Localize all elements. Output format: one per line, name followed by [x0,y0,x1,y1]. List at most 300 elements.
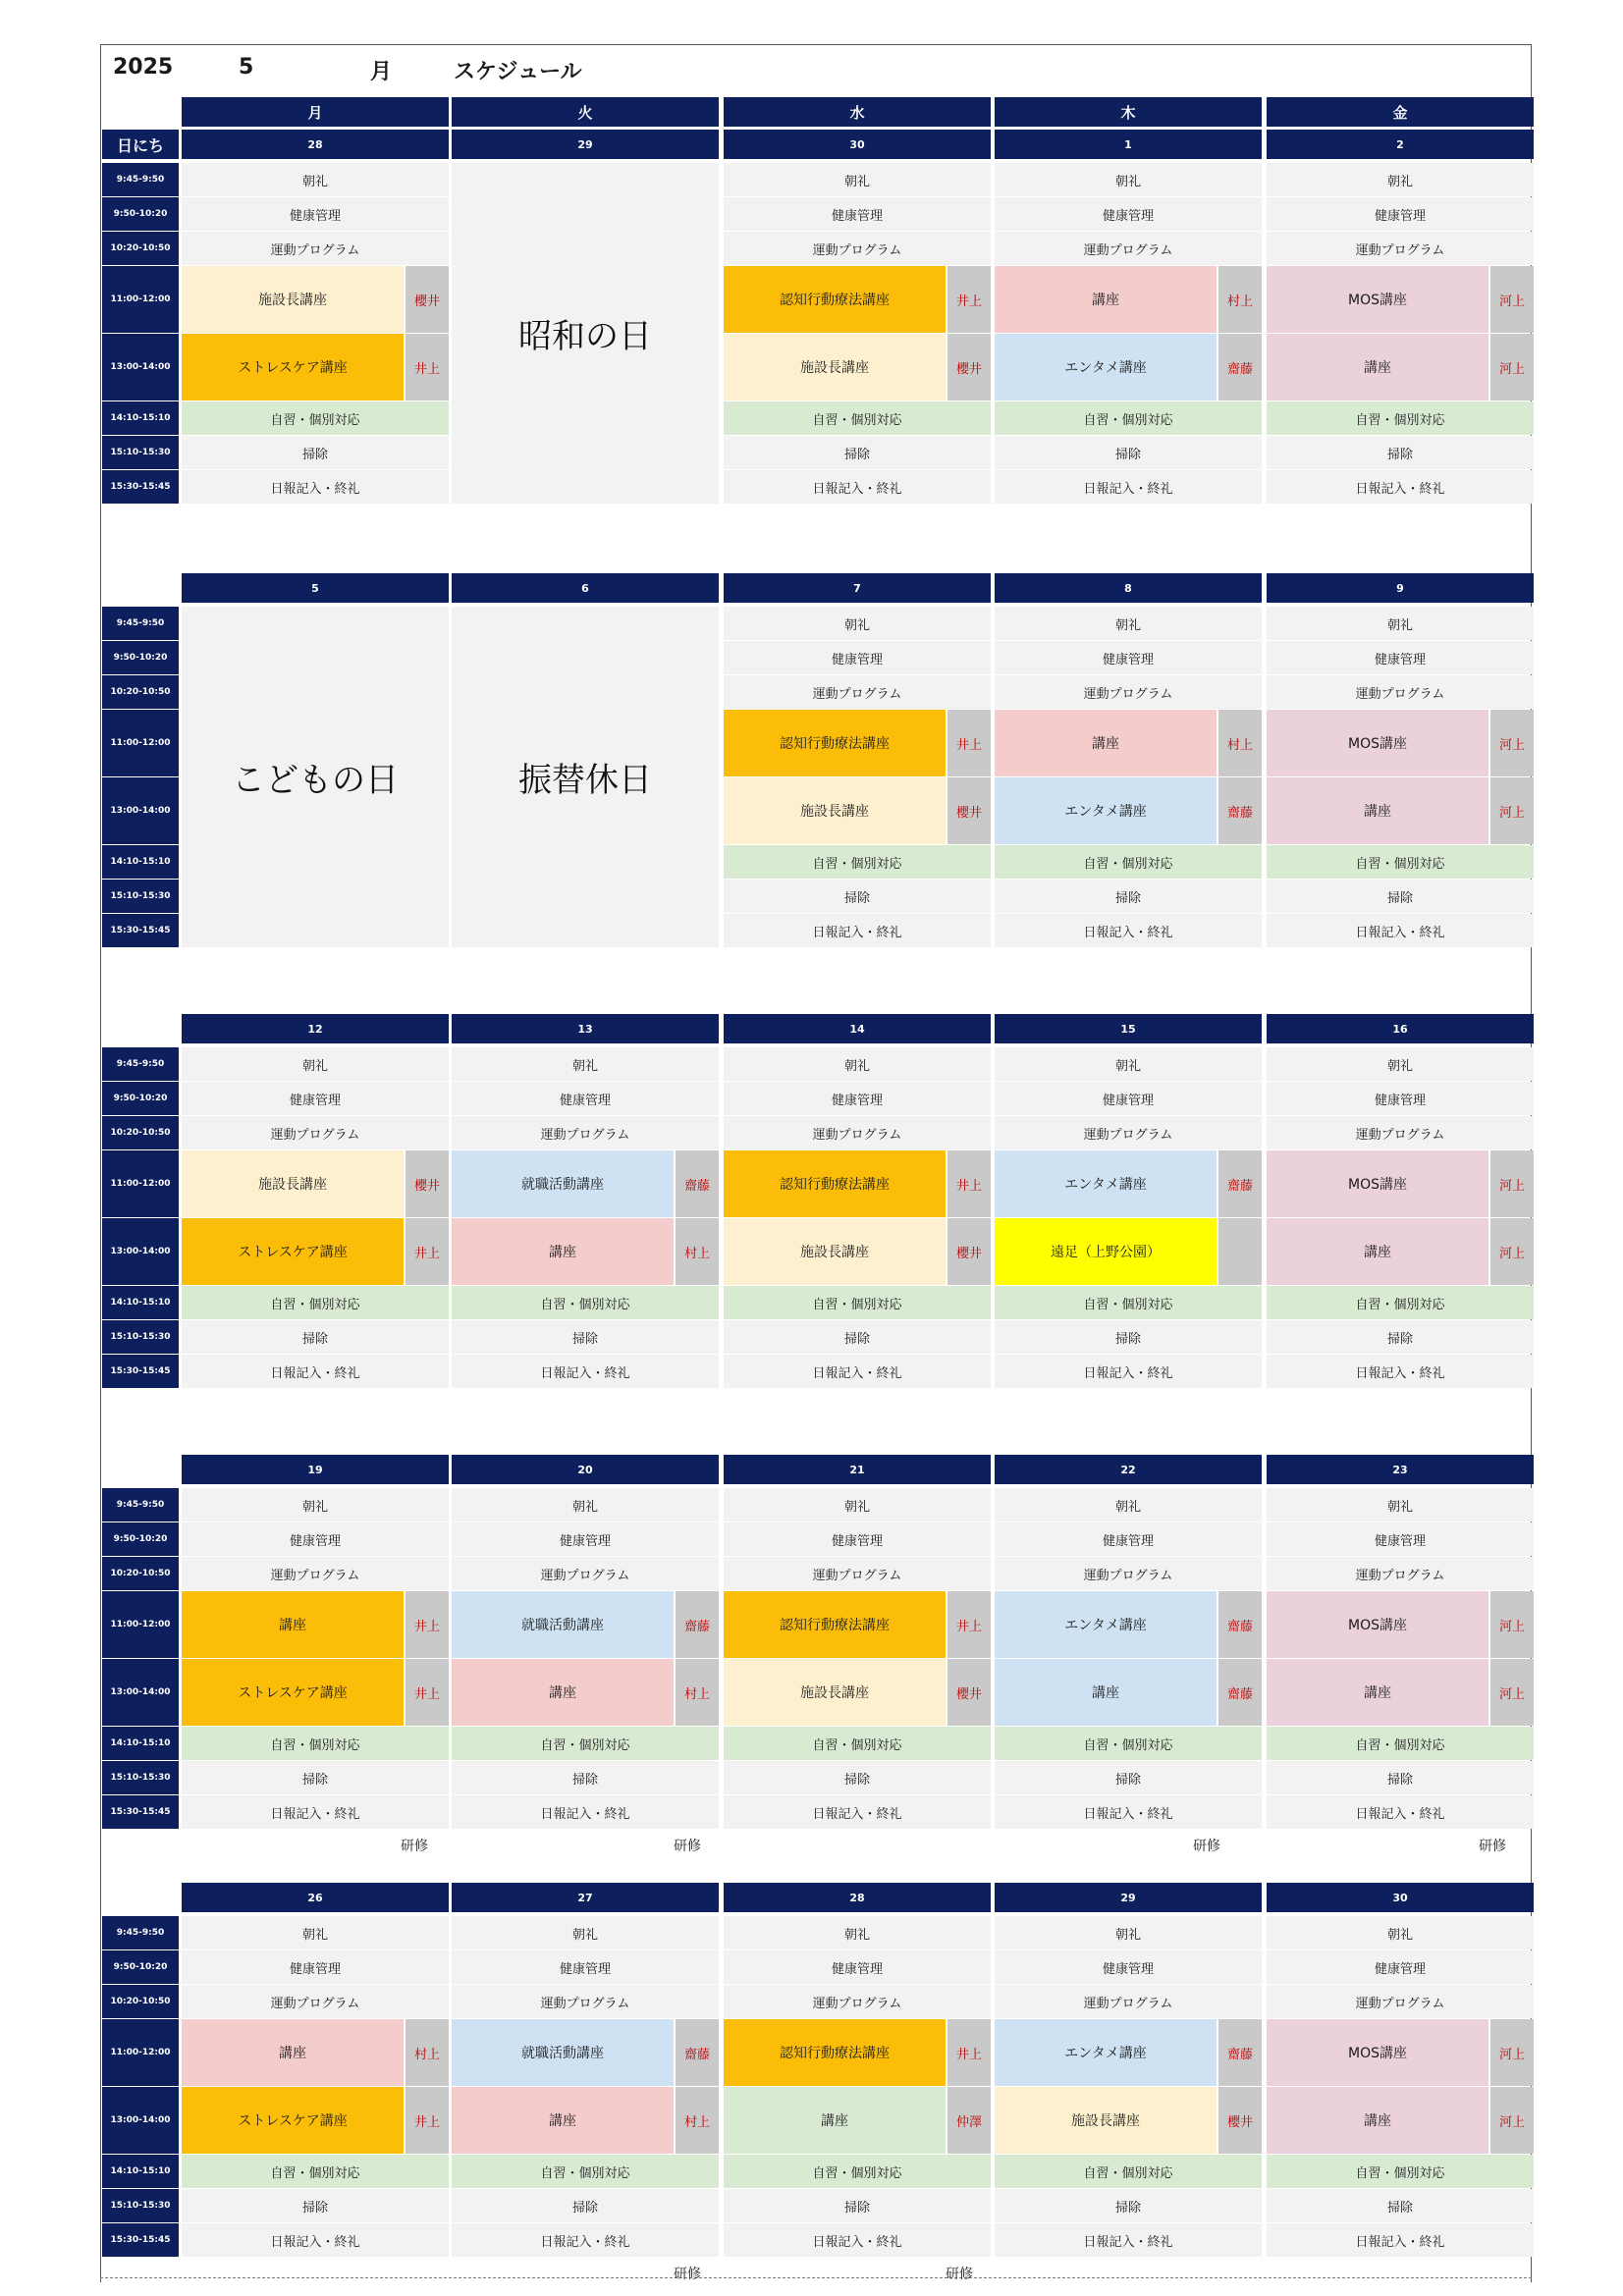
lecture-cell: エンタメ講座 [995,777,1217,844]
time-slot: 11:00-12:00 [102,1591,179,1658]
teacher-cell: 齋藤 [676,2019,719,2086]
activity-health: 健康管理 [724,641,991,674]
time-slot: 13:00-14:00 [102,1659,179,1726]
activity-morning: 朝礼 [995,163,1262,196]
activity-exercise: 運動プログラム [452,1557,719,1590]
lecture-cell: 就職活動講座 [452,2019,674,2086]
teacher-cell: 村上 [1218,266,1262,333]
lecture-cell: エンタメ講座 [995,1591,1217,1658]
date-cell: 21 [724,1455,991,1484]
teacher-cell: 河上 [1490,1150,1534,1217]
date-cell: 13 [452,1014,719,1043]
activity-closing: 日報記入・終礼 [182,1355,449,1388]
header-month-unit: 月 [370,60,393,84]
date-cell: 23 [1267,1455,1534,1484]
lecture-cell: 就職活動講座 [452,1150,674,1217]
teacher-cell: 河上 [1490,266,1534,333]
lecture-cell: 施設長講座 [724,1218,946,1285]
teacher-cell: 井上 [947,266,991,333]
training-note: 研修 [1479,1839,1506,1854]
activity-morning: 朝礼 [995,1047,1262,1081]
activity-health: 健康管理 [1267,1522,1534,1556]
time-slot: 15:30-15:45 [102,470,179,504]
teacher-cell: 櫻井 [947,334,991,400]
activity-exercise: 運動プログラム [182,1116,449,1149]
time-slot: 15:10-15:30 [102,1761,179,1794]
lecture-cell: 施設長講座 [995,2087,1217,2154]
teacher-cell: 齋藤 [676,1150,719,1217]
lecture-cell: ストレスケア講座 [182,1659,404,1726]
lecture-cell: MOS講座 [1267,1591,1488,1658]
lecture-cell: ストレスケア講座 [182,2087,404,2154]
activity-clean: 掃除 [1267,880,1534,913]
teacher-cell: 齋藤 [1218,1150,1262,1217]
date-cell: 9 [1267,573,1534,603]
activity-health: 健康管理 [182,1082,449,1115]
activity-health: 健康管理 [182,1950,449,1984]
date-cell: 15 [995,1014,1262,1043]
time-slot: 11:00-12:00 [102,266,179,333]
activity-exercise: 運動プログラム [995,1985,1262,2018]
lecture-cell: 就職活動講座 [452,1591,674,1658]
time-slot: 14:10-15:10 [102,2155,179,2188]
time-slot: 10:20-10:50 [102,1557,179,1590]
time-slot: 9:50-10:20 [102,197,179,231]
teacher-cell [1218,1218,1262,1285]
time-slot: 15:10-15:30 [102,1320,179,1354]
activity-self: 自習・個別対応 [995,845,1262,879]
time-slot: 10:20-10:50 [102,675,179,709]
header-year: 2025 [113,55,174,80]
lecture-cell: 施設長講座 [724,334,946,400]
date-cell: 12 [182,1014,449,1043]
activity-morning: 朝礼 [182,1916,449,1949]
activity-clean: 掃除 [452,1761,719,1794]
date-cell: 26 [182,1883,449,1912]
activity-morning: 朝礼 [1267,1047,1534,1081]
activity-clean: 掃除 [182,1320,449,1354]
teacher-cell: 井上 [947,2019,991,2086]
activity-self: 自習・個別対応 [1267,845,1534,879]
teacher-cell: 河上 [1490,1659,1534,1726]
activity-health: 健康管理 [724,1950,991,1984]
time-slot: 13:00-14:00 [102,334,179,400]
activity-health: 健康管理 [1267,1082,1534,1115]
activity-closing: 日報記入・終礼 [995,2223,1262,2257]
activity-health: 健康管理 [452,1522,719,1556]
lecture-cell: 講座 [995,266,1217,333]
activity-health: 健康管理 [1267,197,1534,231]
activity-health: 健康管理 [1267,641,1534,674]
teacher-cell: 河上 [1490,777,1534,844]
activity-closing: 日報記入・終礼 [1267,2223,1534,2257]
activity-self: 自習・個別対応 [452,1286,719,1319]
date-cell: 22 [995,1455,1262,1484]
teacher-cell: 井上 [406,2087,449,2154]
teacher-cell: 井上 [406,1659,449,1726]
time-slot: 9:50-10:20 [102,1082,179,1115]
teacher-cell: 櫻井 [947,1659,991,1726]
activity-exercise: 運動プログラム [724,232,991,265]
teacher-cell: 櫻井 [947,777,991,844]
time-slot: 10:20-10:50 [102,232,179,265]
activity-clean: 掃除 [995,436,1262,469]
activity-morning: 朝礼 [182,163,449,196]
activity-health: 健康管理 [452,1950,719,1984]
training-note: 研修 [674,2267,701,2282]
lecture-cell: MOS講座 [1267,1150,1488,1217]
lecture-cell: 認知行動療法講座 [724,710,946,776]
lecture-cell: MOS講座 [1267,710,1488,776]
teacher-cell: 村上 [676,2087,719,2154]
activity-exercise: 運動プログラム [182,232,449,265]
activity-self: 自習・個別対応 [1267,2155,1534,2188]
lecture-cell: 施設長講座 [182,266,404,333]
activity-health: 健康管理 [182,197,449,231]
lecture-cell: 遠足（上野公園） [995,1218,1217,1285]
activity-closing: 日報記入・終礼 [452,1795,719,1829]
activity-health: 健康管理 [724,1522,991,1556]
activity-closing: 日報記入・終礼 [724,1795,991,1829]
lecture-cell: 講座 [452,1218,674,1285]
time-slot: 15:30-15:45 [102,1355,179,1388]
time-slot: 14:10-15:10 [102,845,179,879]
lecture-cell: ストレスケア講座 [182,334,404,400]
activity-closing: 日報記入・終礼 [1267,914,1534,947]
teacher-cell: 河上 [1490,710,1534,776]
date-cell: 20 [452,1455,719,1484]
activity-clean: 掃除 [724,436,991,469]
activity-health: 健康管理 [452,1082,719,1115]
activity-morning: 朝礼 [724,1047,991,1081]
lecture-cell: 講座 [182,1591,404,1658]
activity-self: 自習・個別対応 [452,2155,719,2188]
activity-morning: 朝礼 [452,1488,719,1522]
activity-self: 自習・個別対応 [724,845,991,879]
activity-exercise: 運動プログラム [724,1116,991,1149]
activity-self: 自習・個別対応 [182,1727,449,1760]
lecture-cell: エンタメ講座 [995,334,1217,400]
lecture-cell: 講座 [995,710,1217,776]
activity-clean: 掃除 [182,2189,449,2222]
activity-morning: 朝礼 [724,1916,991,1949]
date-cell: 14 [724,1014,991,1043]
lecture-cell: 講座 [1267,2087,1488,2154]
time-slot: 14:10-15:10 [102,1286,179,1319]
date-cell: 29 [995,1883,1262,1912]
date-cell: 19 [182,1455,449,1484]
activity-exercise: 運動プログラム [995,1557,1262,1590]
activity-clean: 掃除 [724,1320,991,1354]
activity-morning: 朝礼 [724,163,991,196]
teacher-cell: 村上 [676,1218,719,1285]
activity-clean: 掃除 [995,1320,1262,1354]
activity-morning: 朝礼 [995,1488,1262,1522]
activity-clean: 掃除 [995,2189,1262,2222]
teacher-cell: 井上 [947,1150,991,1217]
activity-health: 健康管理 [995,1082,1262,1115]
lecture-cell: 認知行動療法講座 [724,1591,946,1658]
activity-closing: 日報記入・終礼 [452,2223,719,2257]
activity-clean: 掃除 [1267,436,1534,469]
activity-clean: 掃除 [724,1761,991,1794]
activity-clean: 掃除 [1267,1761,1534,1794]
activity-self: 自習・個別対応 [995,1727,1262,1760]
teacher-cell: 井上 [406,1591,449,1658]
activity-exercise: 運動プログラム [724,675,991,709]
activity-clean: 掃除 [995,1761,1262,1794]
teacher-cell: 河上 [1490,334,1534,400]
activity-morning: 朝礼 [724,607,991,640]
lecture-cell: エンタメ講座 [995,2019,1217,2086]
lecture-cell: 講座 [1267,1218,1488,1285]
activity-clean: 掃除 [452,2189,719,2222]
activity-self: 自習・個別対応 [724,2155,991,2188]
teacher-cell: 櫻井 [406,1150,449,1217]
activity-morning: 朝礼 [452,1047,719,1081]
time-slot: 11:00-12:00 [102,710,179,776]
teacher-cell: 井上 [947,1591,991,1658]
time-slot: 11:00-12:00 [102,2019,179,2086]
date-cell: 2 [1267,130,1534,159]
teacher-cell: 齋藤 [1218,777,1262,844]
activity-morning: 朝礼 [182,1488,449,1522]
time-slot: 9:45-9:50 [102,1916,179,1949]
activity-self: 自習・個別対応 [724,401,991,435]
activity-health: 健康管理 [995,1950,1262,1984]
activity-health: 健康管理 [182,1522,449,1556]
weekday-header-2: 水 [724,97,991,127]
time-slot: 11:00-12:00 [102,1150,179,1217]
activity-health: 健康管理 [724,197,991,231]
training-note: 研修 [946,2267,973,2282]
activity-morning: 朝礼 [182,1047,449,1081]
activity-closing: 日報記入・終礼 [724,470,991,504]
activity-closing: 日報記入・終礼 [1267,470,1534,504]
time-slot: 9:45-9:50 [102,607,179,640]
teacher-cell: 村上 [1218,710,1262,776]
activity-clean: 掃除 [452,1320,719,1354]
time-slot: 13:00-14:00 [102,2087,179,2154]
training-note: 研修 [1193,1839,1220,1854]
date-cell: 5 [182,573,449,603]
lecture-cell: 施設長講座 [724,777,946,844]
teacher-cell: 村上 [406,2019,449,2086]
time-slot: 9:50-10:20 [102,641,179,674]
lecture-cell: エンタメ講座 [995,1150,1217,1217]
weekday-header-0: 月 [182,97,449,127]
activity-clean: 掃除 [724,880,991,913]
lecture-cell: 講座 [452,2087,674,2154]
activity-health: 健康管理 [724,1082,991,1115]
teacher-cell: 河上 [1490,1591,1534,1658]
teacher-cell: 村上 [676,1659,719,1726]
date-cell: 8 [995,573,1262,603]
time-slot: 10:20-10:50 [102,1985,179,2018]
activity-self: 自習・個別対応 [182,2155,449,2188]
activity-exercise: 運動プログラム [452,1116,719,1149]
activity-exercise: 運動プログラム [1267,232,1534,265]
activity-closing: 日報記入・終礼 [995,914,1262,947]
weekday-header-1: 火 [452,97,719,127]
activity-morning: 朝礼 [452,1916,719,1949]
date-cell: 30 [1267,1883,1534,1912]
time-slot: 9:45-9:50 [102,163,179,196]
teacher-cell: 齋藤 [676,1591,719,1658]
time-slot: 15:30-15:45 [102,914,179,947]
teacher-cell: 仲澤 [947,2087,991,2154]
time-slot: 14:10-15:10 [102,401,179,435]
activity-exercise: 運動プログラム [1267,1116,1534,1149]
activity-health: 健康管理 [1267,1950,1534,1984]
activity-exercise: 運動プログラム [1267,1985,1534,2018]
date-cell: 27 [452,1883,719,1912]
activity-closing: 日報記入・終礼 [724,1355,991,1388]
lecture-cell: 講座 [1267,334,1488,400]
activity-morning: 朝礼 [995,1916,1262,1949]
teacher-cell: 河上 [1490,2019,1534,2086]
time-slot: 15:30-15:45 [102,2223,179,2257]
teacher-cell: 井上 [406,1218,449,1285]
time-slot: 15:10-15:30 [102,436,179,469]
lecture-cell: 認知行動療法講座 [724,266,946,333]
teacher-cell: 河上 [1490,2087,1534,2154]
activity-self: 自習・個別対応 [182,401,449,435]
teacher-cell: 櫻井 [406,266,449,333]
activity-closing: 日報記入・終礼 [182,2223,449,2257]
activity-morning: 朝礼 [995,607,1262,640]
activity-exercise: 運動プログラム [995,675,1262,709]
date-cell: 16 [1267,1014,1534,1043]
activity-morning: 朝礼 [724,1488,991,1522]
activity-morning: 朝礼 [1267,1488,1534,1522]
activity-closing: 日報記入・終礼 [182,470,449,504]
time-slot: 14:10-15:10 [102,1727,179,1760]
lecture-cell: 施設長講座 [724,1659,946,1726]
holiday-cell: こどもの日 [182,607,449,947]
teacher-cell: 齋藤 [1218,2019,1262,2086]
training-note: 研修 [401,1839,428,1854]
time-slot: 9:45-9:50 [102,1488,179,1522]
activity-clean: 掃除 [995,880,1262,913]
activity-self: 自習・個別対応 [182,1286,449,1319]
activity-exercise: 運動プログラム [724,1557,991,1590]
lecture-cell: 認知行動療法講座 [724,2019,946,2086]
lecture-cell: 講座 [995,1659,1217,1726]
holiday-cell: 昭和の日 [452,163,719,504]
time-slot: 9:50-10:20 [102,1950,179,1984]
frame-bottom-border [100,2277,1532,2278]
activity-health: 健康管理 [995,1522,1262,1556]
activity-closing: 日報記入・終礼 [1267,1355,1534,1388]
activity-closing: 日報記入・終礼 [182,1795,449,1829]
activity-clean: 掃除 [182,436,449,469]
activity-exercise: 運動プログラム [182,1557,449,1590]
activity-health: 健康管理 [995,197,1262,231]
activity-closing: 日報記入・終礼 [995,1795,1262,1829]
time-slot: 9:50-10:20 [102,1522,179,1556]
time-slot: 13:00-14:00 [102,777,179,844]
time-slot: 15:10-15:30 [102,880,179,913]
activity-morning: 朝礼 [1267,163,1534,196]
activity-health: 健康管理 [995,641,1262,674]
time-slot: 10:20-10:50 [102,1116,179,1149]
lecture-cell: 講座 [452,1659,674,1726]
lecture-cell: 施設長講座 [182,1150,404,1217]
activity-closing: 日報記入・終礼 [995,470,1262,504]
activity-self: 自習・個別対応 [724,1286,991,1319]
training-note: 研修 [674,1839,701,1854]
activity-clean: 掃除 [724,2189,991,2222]
activity-exercise: 運動プログラム [724,1985,991,2018]
activity-self: 自習・個別対応 [995,2155,1262,2188]
activity-exercise: 運動プログラム [182,1985,449,2018]
teacher-cell: 齋藤 [1218,1659,1262,1726]
teacher-cell: 井上 [406,334,449,400]
date-cell: 6 [452,573,719,603]
activity-exercise: 運動プログラム [995,1116,1262,1149]
lecture-cell: 講座 [182,2019,404,2086]
holiday-cell: 振替休日 [452,607,719,947]
teacher-cell: 齋藤 [1218,334,1262,400]
activity-self: 自習・個別対応 [1267,401,1534,435]
teacher-cell: 河上 [1490,1218,1534,1285]
teacher-cell: 井上 [947,710,991,776]
date-label: 日にち [102,130,179,159]
lecture-cell: 講座 [1267,1659,1488,1726]
date-cell: 7 [724,573,991,603]
activity-clean: 掃除 [1267,1320,1534,1354]
weekday-header-3: 木 [995,97,1262,127]
activity-morning: 朝礼 [1267,1916,1534,1949]
time-slot: 15:30-15:45 [102,1795,179,1829]
activity-exercise: 運動プログラム [1267,675,1534,709]
activity-exercise: 運動プログラム [995,232,1262,265]
activity-closing: 日報記入・終礼 [1267,1795,1534,1829]
activity-exercise: 運動プログラム [452,1985,719,2018]
teacher-cell: 櫻井 [1218,2087,1262,2154]
activity-self: 自習・個別対応 [452,1727,719,1760]
weekday-header-4: 金 [1267,97,1534,127]
activity-closing: 日報記入・終礼 [724,914,991,947]
time-slot: 13:00-14:00 [102,1218,179,1285]
activity-closing: 日報記入・終礼 [452,1355,719,1388]
lecture-cell: 講座 [724,2087,946,2154]
date-cell: 1 [995,130,1262,159]
activity-closing: 日報記入・終礼 [995,1355,1262,1388]
lecture-cell: 認知行動療法講座 [724,1150,946,1217]
lecture-cell: MOS講座 [1267,2019,1488,2086]
date-cell: 29 [452,130,719,159]
date-cell: 30 [724,130,991,159]
header-month: 5 [239,55,254,80]
date-cell: 28 [182,130,449,159]
activity-exercise: 運動プログラム [1267,1557,1534,1590]
activity-self: 自習・個別対応 [995,1286,1262,1319]
lecture-cell: 講座 [1267,777,1488,844]
activity-morning: 朝礼 [1267,607,1534,640]
time-slot: 15:10-15:30 [102,2189,179,2222]
activity-self: 自習・個別対応 [995,401,1262,435]
activity-clean: 掃除 [1267,2189,1534,2222]
activity-self: 自習・個別対応 [724,1727,991,1760]
activity-self: 自習・個別対応 [1267,1727,1534,1760]
activity-self: 自習・個別対応 [1267,1286,1534,1319]
lecture-cell: ストレスケア講座 [182,1218,404,1285]
teacher-cell: 齋藤 [1218,1591,1262,1658]
time-slot: 9:45-9:50 [102,1047,179,1081]
header-title: スケジュール [454,60,582,84]
